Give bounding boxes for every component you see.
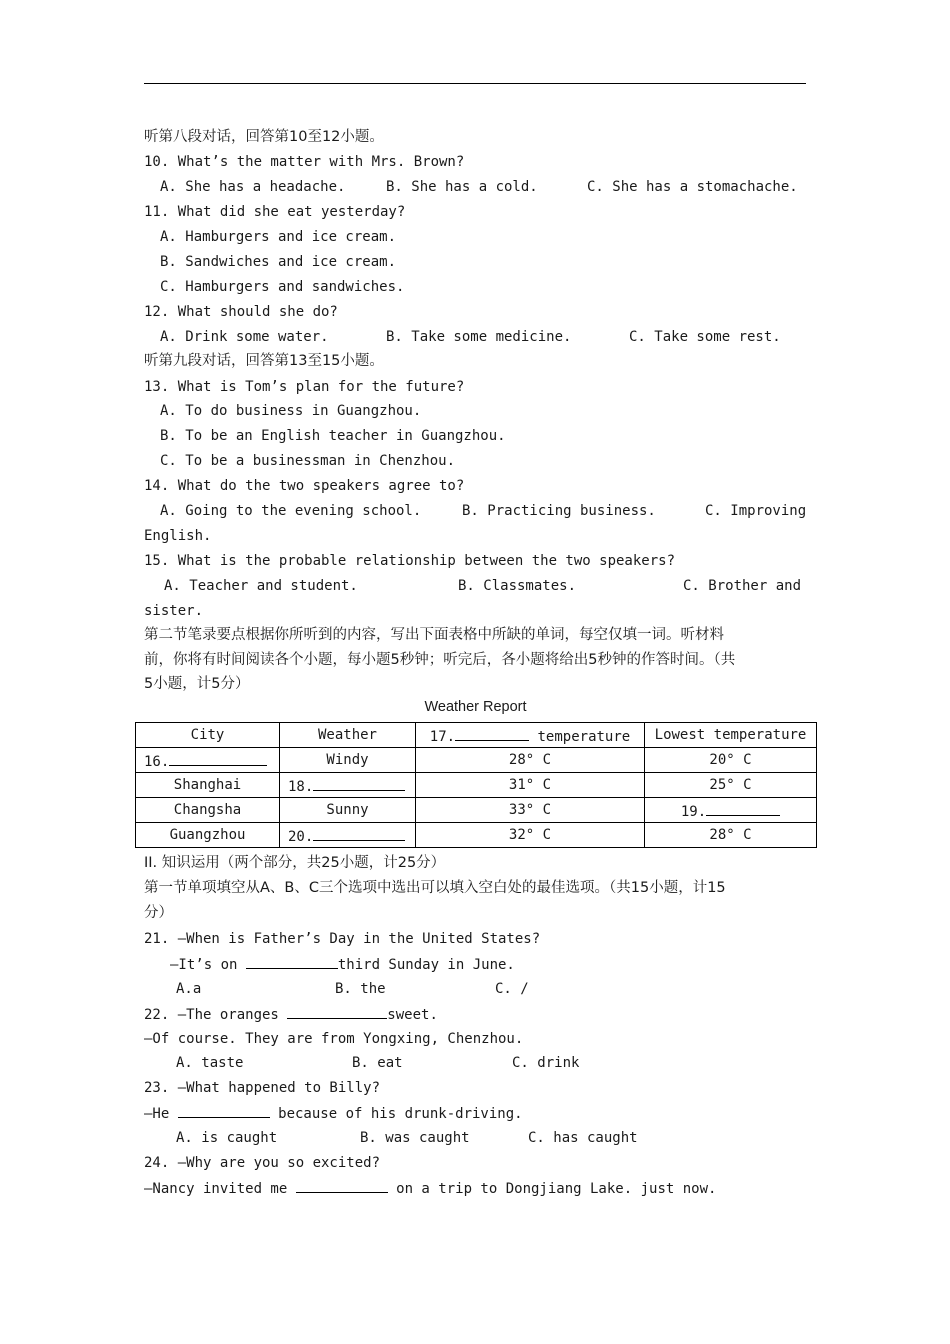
q24-stem: 24. —Why are you so excited?	[144, 1155, 381, 1171]
q23-option-a: A. is caught	[176, 1130, 278, 1146]
q11-option-c: C. Hamburgers and sandwiches.	[160, 279, 405, 295]
q11-option-a: A. Hamburgers and ice cream.	[160, 229, 397, 245]
q23-option-b: B. was caught	[360, 1130, 470, 1146]
table-row	[136, 798, 817, 823]
q14-option-c-continued: English.	[144, 528, 212, 544]
q22-stem-start: 22. —The oranges	[144, 1007, 288, 1023]
q23-response-start: —He	[144, 1106, 178, 1122]
q10-option-a: A. She has a headache.	[160, 179, 346, 195]
q10-option-c: C. She has a stomachache.	[587, 179, 798, 195]
q18-answer-blank[interactable]	[313, 776, 405, 791]
row4-city: Guangzhou	[136, 823, 280, 848]
row4-lowest: 28° C	[645, 823, 817, 848]
q15-option-b: B. Classmates.	[458, 578, 577, 594]
q24-response-end: on a trip to Dongjiang Lake. just now.	[387, 1181, 717, 1197]
q23-response-end: because of his drunk-driving.	[269, 1106, 523, 1122]
part-ii-sub1-line2: 分）	[144, 905, 173, 921]
q22-option-c: C. drink	[512, 1055, 580, 1071]
q12-option-c: C. Take some rest.	[629, 329, 781, 345]
section8-heading: 听第八段对话，回答第10至12小题。	[144, 129, 384, 145]
row1-lowest: 20° C	[645, 748, 817, 773]
row2-weather	[280, 773, 416, 798]
q10-stem: 10. What’s the matter with Mrs. Brown?	[144, 154, 465, 170]
q17-number: 17.	[429, 728, 456, 745]
q12-option-b: B. Take some medicine.	[386, 329, 572, 345]
q20-number: 20.	[288, 828, 314, 845]
q22-stem	[144, 1004, 438, 1025]
row2-city: Shanghai	[136, 773, 280, 798]
q20-answer-blank[interactable]	[313, 826, 405, 841]
q24-response	[144, 1178, 716, 1199]
header-lowest: Lowest temperature	[645, 723, 817, 748]
q15-option-a: A. Teacher and student.	[164, 578, 358, 594]
q14-option-b: B. Practicing business.	[462, 503, 656, 519]
q22-answer-blank[interactable]	[287, 1004, 387, 1019]
q23-response	[144, 1103, 523, 1124]
row2-lowest: 25° C	[645, 773, 817, 798]
header-rule	[144, 83, 806, 84]
q21-response	[170, 954, 515, 975]
q24-response-start: —Nancy invited me	[144, 1181, 296, 1197]
part2-instructions-line1: 第二节笔录要点根据你所听到的内容，写出下面表格中所缺的单词，每空仅填一词。听材料	[144, 627, 724, 643]
q11-option-b: B. Sandwiches and ice cream.	[160, 254, 397, 270]
row1-city	[136, 748, 280, 773]
q17-answer-blank[interactable]	[455, 726, 529, 741]
header-highest	[416, 723, 645, 748]
part-ii-heading: II. 知识运用（两个部分，共25小题，计25分）	[144, 855, 446, 871]
q22-option-b: B. eat	[352, 1055, 403, 1071]
header-temperature-word: temperature	[537, 728, 631, 745]
part2-instructions-line3: 5小题，计5分）	[144, 676, 250, 692]
table-row	[136, 748, 817, 773]
part-ii-sub1-line1: 第一节单项填空从A、B、C三个选项中选出可以填入空白处的最佳选项。（共15小题，计15	[144, 880, 726, 896]
q22-stem-end: sweet.	[387, 1007, 438, 1023]
header-weather: Weather	[280, 723, 416, 748]
q15-stem: 15. What is the probable relationship between the two speakers?	[144, 553, 676, 569]
table-header-row	[136, 723, 817, 748]
q19-answer-blank[interactable]	[706, 801, 780, 816]
row4-weather	[280, 823, 416, 848]
q14-option-a: A. Going to the evening school.	[160, 503, 422, 519]
row3-highest: 33° C	[416, 798, 645, 823]
q21-option-a: A.a	[176, 981, 202, 997]
row3-city: Changsha	[136, 798, 280, 823]
q16-number: 16.	[144, 753, 170, 770]
q22-option-a: A. taste	[176, 1055, 244, 1071]
q14-stem: 14. What do the two speakers agree to?	[144, 478, 465, 494]
q21-option-b: B. the	[335, 981, 386, 997]
row2-highest: 31° C	[416, 773, 645, 798]
q24-answer-blank[interactable]	[296, 1178, 388, 1193]
q13-option-c: C. To be a businessman in Chenzhou.	[160, 453, 456, 469]
q11-stem: 11. What did she eat yesterday?	[144, 204, 406, 220]
q23-answer-blank[interactable]	[178, 1103, 270, 1118]
q13-option-b: B. To be an English teacher in Guangzhou.	[160, 428, 506, 444]
q23-stem: 23. —What happened to Billy?	[144, 1080, 381, 1096]
q19-number: 19.	[680, 803, 707, 820]
q23-option-c: C. has caught	[528, 1130, 638, 1146]
q16-answer-blank[interactable]	[169, 751, 267, 766]
q12-option-a: A. Drink some water.	[160, 329, 329, 345]
header-city: City	[136, 723, 280, 748]
row4-highest: 32° C	[416, 823, 645, 848]
q10-option-b: B. She has a cold.	[386, 179, 538, 195]
q21-stem: 21. —When is Father’s Day in the United States?	[144, 931, 541, 947]
weather-report-table	[135, 722, 817, 848]
row1-highest: 28° C	[416, 748, 645, 773]
q15-option-c-continued: sister.	[144, 603, 204, 619]
q13-stem: 13. What is Tom’s plan for the future?	[144, 379, 465, 395]
q13-option-a: A. To do business in Guangzhou.	[160, 403, 422, 419]
part2-instructions-line2: 前，你将有时间阅读各个小题，每小题5秒钟；听完后，各小题将给出5秒钟的作答时间。（共	[144, 652, 736, 668]
row3-lowest	[645, 798, 817, 823]
row3-weather: Sunny	[280, 798, 416, 823]
q21-response-start: —It’s on	[170, 957, 246, 973]
q15-option-c: C. Brother and	[683, 578, 802, 594]
q12-stem: 12. What should she do?	[144, 304, 338, 320]
q22-response: —Of course. They are from Yongxing, Chenzhou.	[144, 1031, 524, 1047]
q18-number: 18.	[288, 778, 314, 795]
table-caption: Weather Report	[424, 699, 527, 715]
table-row	[136, 773, 817, 798]
q21-option-c: C. /	[495, 981, 529, 997]
q14-option-c: C. Improving	[705, 503, 807, 519]
row1-weather: Windy	[280, 748, 416, 773]
section9-heading: 听第九段对话，回答第13至15小题。	[144, 353, 384, 369]
q21-answer-blank[interactable]	[246, 954, 338, 969]
table-row	[136, 823, 817, 848]
q21-response-end: third Sunday in June.	[337, 957, 515, 973]
